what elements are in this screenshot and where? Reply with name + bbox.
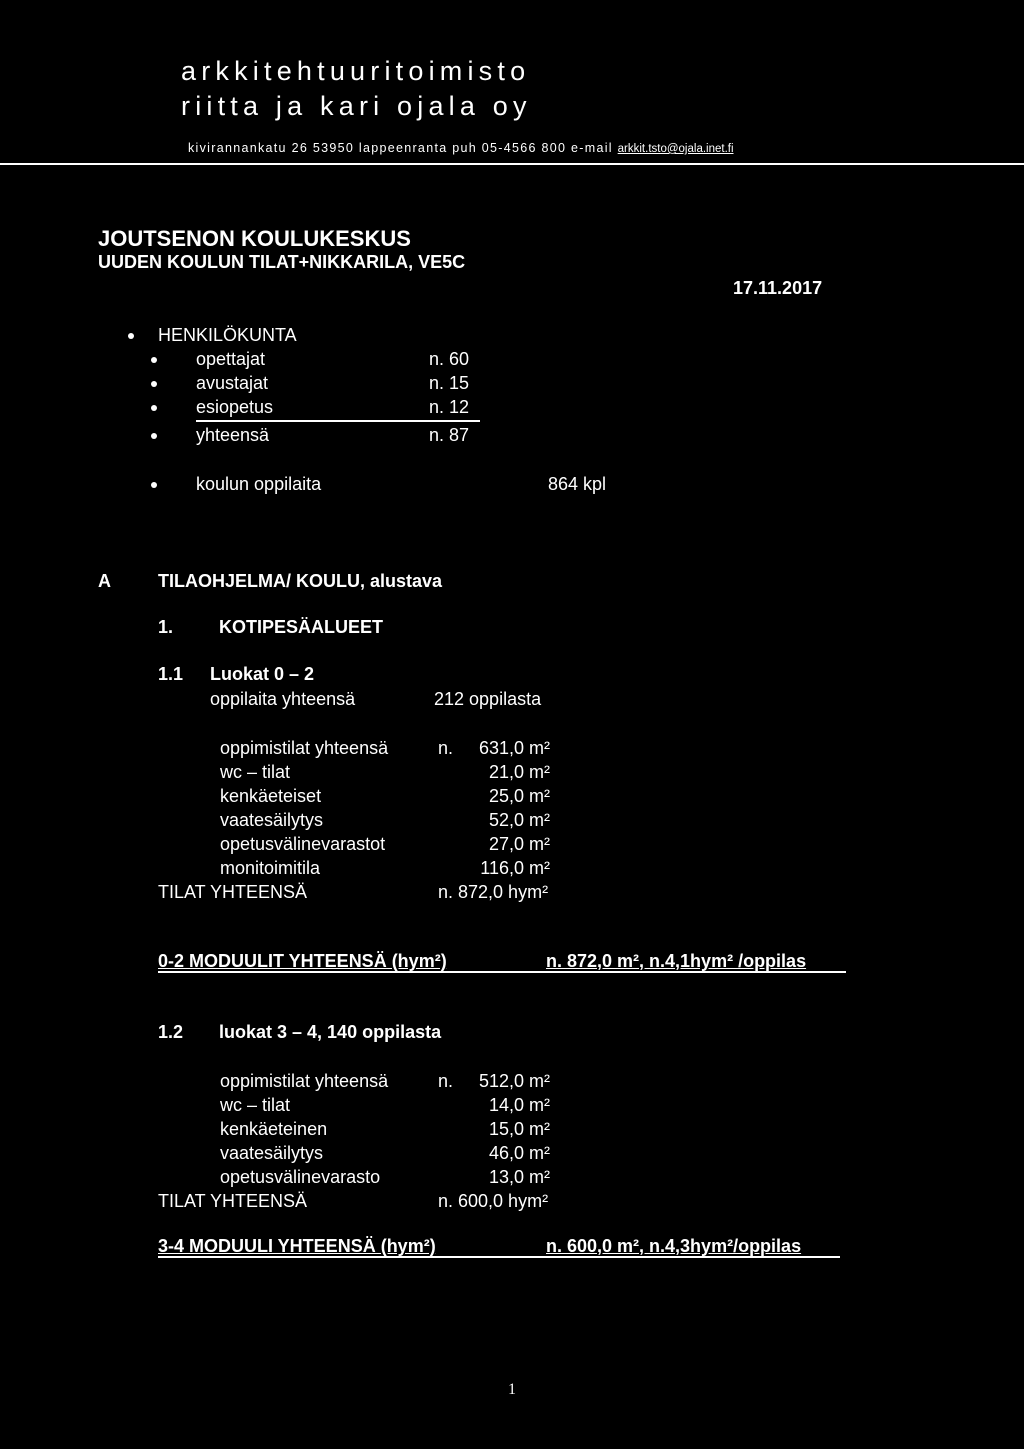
total-label: TILAT YHTEENSÄ [158, 882, 308, 902]
space-label: vaatesäilytys [220, 810, 324, 830]
group-title: Luokat 0 – 2 [210, 664, 315, 684]
pupils-label: koulun oppilaita [196, 474, 322, 494]
space-label: monitoimitila [220, 858, 321, 878]
module-underline [158, 971, 846, 973]
space-value: 14,0 m² [488, 1095, 550, 1115]
staff-value-total: n. 87 [429, 425, 470, 445]
space-label: wc – tilat [220, 762, 291, 782]
subsection-title: KOTIPESÄALUEET [219, 617, 384, 637]
space-label: kenkäeteiset [220, 786, 322, 806]
document-title: JOUTSENON KOULUKESKUS [98, 226, 411, 251]
firm-address [188, 141, 734, 155]
firm-name-line1: arkkitehtuuritoimisto [181, 56, 531, 86]
total-value: n. 600,0 hym² [438, 1191, 549, 1211]
staff-value-teachers: n. 60 [429, 349, 470, 369]
section-letter: A [98, 571, 111, 591]
header-rule [0, 163, 1024, 165]
module-total-label: 0-2 MODUULIT YHTEENSÄ (hym²) [158, 951, 447, 971]
space-value: 512,0 m² [478, 1071, 550, 1091]
total-value: n. 872,0 hym² [438, 882, 549, 902]
bullet-icon [151, 433, 157, 439]
space-value: 116,0 m² [480, 858, 550, 878]
space-value: 13,0 m² [488, 1167, 550, 1187]
module-total-value: n. 872,0 m², n.4,1hym² /oppilas [546, 951, 807, 971]
bullet-icon [151, 482, 157, 488]
group-number: 1.1 [158, 664, 184, 684]
space-value: 15,0 m² [488, 1119, 550, 1139]
group-number: 1.2 [158, 1022, 184, 1042]
staff-heading: HENKILÖKUNTA [158, 325, 297, 345]
staff-label-preschool: esiopetus [196, 397, 274, 417]
staff-value-preschool: n. 12 [429, 397, 470, 417]
space-value: 21,0 m² [488, 762, 550, 782]
space-label: oppimistilat yhteensä [220, 1071, 389, 1091]
address-text: kivirannankatu 26 53950 lappeenranta puh 05-4566 800 e-mail [188, 141, 613, 155]
space-value: 27,0 m² [488, 834, 550, 854]
staff-label-total: yhteensä [196, 425, 270, 445]
document-subtitle: UUDEN KOULUN TILAT+NIKKARILA, VE5C [98, 252, 466, 272]
staff-value-assistants: n. 15 [429, 373, 470, 393]
group-pupils-label: oppilaita yhteensä [210, 689, 356, 709]
page-number: 1 [508, 1381, 516, 1398]
space-label: vaatesäilytys [220, 1143, 324, 1163]
module-underline [158, 1256, 840, 1258]
space-value: 631,0 m² [478, 738, 550, 758]
staff-label-assistants: avustajat [196, 373, 269, 393]
staff-label-teachers: opettajat [196, 349, 266, 369]
space-label: opetusvälinevarastot [220, 834, 386, 854]
space-value: 52,0 m² [488, 810, 550, 830]
group-pupils-value: 212 oppilasta [434, 689, 542, 709]
bullet-icon [128, 333, 134, 339]
space-label: wc – tilat [220, 1095, 291, 1115]
space-label: opetusvälinevarasto [220, 1167, 381, 1187]
bullet-icon [151, 405, 157, 411]
bullet-icon [151, 381, 157, 387]
firm-name-line2: riitta ja kari ojala oy [181, 91, 532, 121]
subsection-number: 1. [158, 617, 174, 637]
space-value: 25,0 m² [488, 786, 550, 806]
module-total-value: n. 600,0 m², n.4,3hym²/oppilas [546, 1236, 802, 1256]
space-prefix: n. [438, 1071, 454, 1091]
space-prefix: n. [438, 738, 454, 758]
section-title: TILAOHJELMA/ KOULU, alustava [158, 571, 443, 591]
email-link[interactable]: arkkit.tsto@ojala.inet.fi [617, 143, 734, 155]
total-label: TILAT YHTEENSÄ [158, 1191, 308, 1211]
sum-divider [196, 420, 480, 422]
pupils-value: 864 kpl [548, 474, 607, 494]
document-date: 17.11.2017 [733, 278, 823, 298]
bullet-icon [151, 357, 157, 363]
space-label: oppimistilat yhteensä [220, 738, 389, 758]
space-value: 46,0 m² [488, 1143, 550, 1163]
space-label: kenkäeteinen [220, 1119, 328, 1139]
group-title: luokat 3 – 4, 140 oppilasta [219, 1022, 442, 1042]
module-total-label: 3-4 MODUULI YHTEENSÄ (hym²) [158, 1236, 436, 1256]
